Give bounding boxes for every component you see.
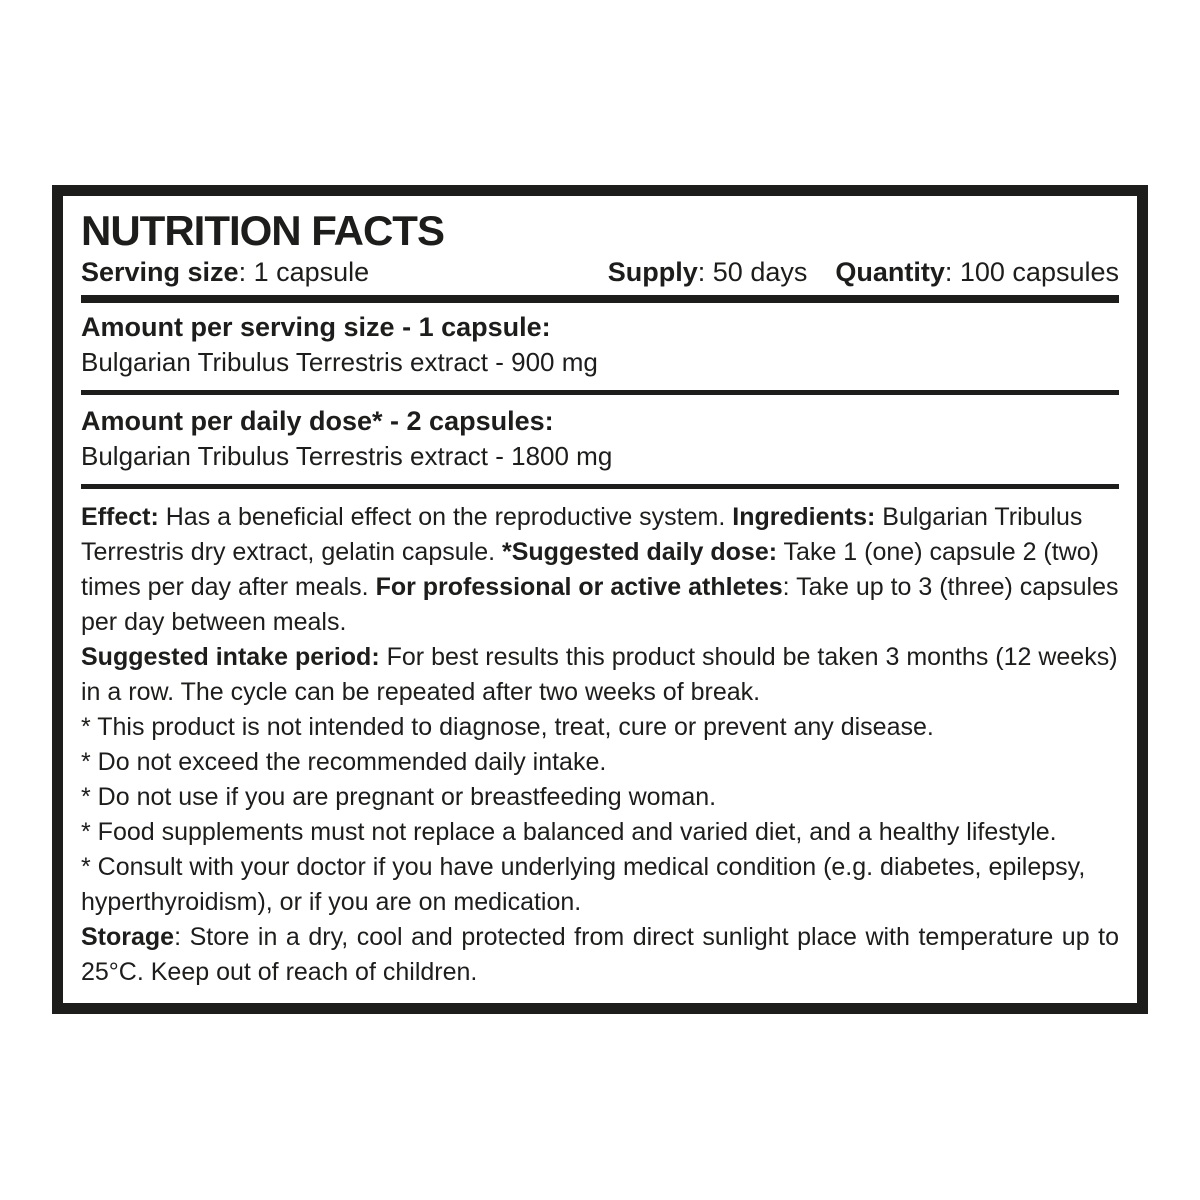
amount-per-daily-dose-heading: Amount per daily dose* - 2 capsules: xyxy=(81,406,554,436)
quantity-value: : 100 capsules xyxy=(944,257,1119,287)
supply-quantity-group xyxy=(608,254,1119,290)
quantity-label: Quantity xyxy=(835,257,945,287)
supply-label: Supply xyxy=(607,257,698,287)
serving-size-row xyxy=(81,254,1119,290)
info-paragraph-storage: Storage: Store in a dry, cool and protected from direct sunlight place with temperature up to 25°C. Keep out of reach of children. xyxy=(81,923,1119,986)
info-paragraph-intake-period: Suggested intake period: For best results this product should be taken 3 months (12 weeks) in a row. The cycle can be repeated after two weeks of break. xyxy=(81,643,1118,706)
info-paragraph-daily-intake-warning: * Do not exceed the recommended daily intake. xyxy=(81,748,607,776)
nutrition-facts-label xyxy=(52,185,1148,1014)
supply-value: : 50 days xyxy=(697,257,808,287)
serving-size xyxy=(81,254,369,290)
info-paragraph-balanced-diet-warning: * Food supplements must not replace a balanced and varied diet, and a healthy lifestyle. xyxy=(81,818,1057,846)
info-section xyxy=(81,498,1119,990)
info-paragraph-disclaimer-disease: * This product is not intended to diagnose, treat, cure or prevent any disease. xyxy=(81,713,934,741)
label-title: NUTRITION FACTS xyxy=(81,207,444,254)
info-paragraph-effect: Effect: Has a beneficial effect on the reproductive system. Ingredients: Bulgarian Tribulus Terrestris dry extract, gelatin capsule. *Suggested daily dose: Take 1 (one) capsule 2 (two) times per day after meals. For professional or active athletes: Take up to 3 (three) capsules per day between meals. xyxy=(81,503,1119,636)
divider-serving xyxy=(81,390,1119,395)
serving-size-label: Serving size xyxy=(81,257,239,287)
divider-daily-dose xyxy=(81,484,1119,489)
amount-per-daily-dose-section xyxy=(81,404,1119,473)
quantity xyxy=(835,254,1119,290)
amount-per-daily-dose-value: Bulgarian Tribulus Terrestris extract - 1800 mg xyxy=(81,441,613,471)
amount-per-serving-section xyxy=(81,310,1119,379)
amount-per-serving-value: Bulgarian Tribulus Terrestris extract - 900 mg xyxy=(81,347,598,377)
info-paragraph-pregnancy-warning: * Do not use if you are pregnant or breastfeeding woman. xyxy=(81,783,717,811)
info-paragraph-doctor-warning: * Consult with your doctor if you have underlying medical condition (e.g. diabetes, epilepsy, hyperthyroidism), or if you are on medication. xyxy=(81,853,1086,916)
supply xyxy=(608,254,808,290)
amount-per-serving-heading: Amount per serving size - 1 capsule: xyxy=(81,312,551,342)
divider-header xyxy=(81,295,1119,303)
serving-size-value: : 1 capsule xyxy=(238,257,370,287)
